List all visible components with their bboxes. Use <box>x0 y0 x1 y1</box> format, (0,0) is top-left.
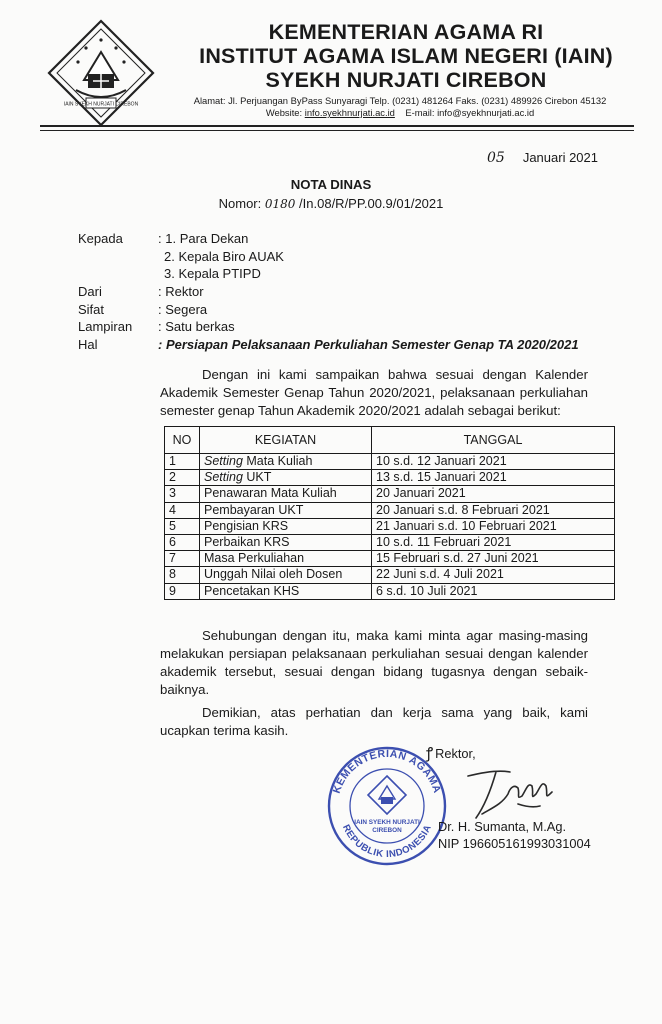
stamp-mid-text-1: IAIN SYEKH NURJATI <box>354 819 420 826</box>
row-tanggal: 15 Februari s.d. 27 Juni 2021 <box>372 551 615 567</box>
row-kegiatan-text: Pencetakan KHS <box>204 583 300 598</box>
row-no: 1 <box>165 454 200 470</box>
row-tanggal: 20 Januari s.d. 8 Februari 2021 <box>372 502 615 518</box>
row-kegiatan <box>200 454 372 470</box>
row-no: 5 <box>165 518 200 534</box>
memo-number <box>0 196 662 211</box>
official-stamp <box>324 744 450 866</box>
dari-value: Rektor <box>165 284 204 299</box>
kepada-item: 2. Kepala Biro AUAK <box>164 249 284 264</box>
signatory-nip: NIP 196605161993031004 <box>438 836 591 851</box>
row-tanggal: 21 Januari s.d. 10 Februari 2021 <box>372 518 615 534</box>
row-kegiatan-text: Masa Perkuliahan <box>204 551 305 566</box>
row-no: 4 <box>165 502 200 518</box>
col-kegiatan-header: KEGIATAN <box>200 427 372 454</box>
website-link[interactable]: info.syekhnurjati.ac.id <box>304 107 395 118</box>
date-month-year: Januari 2021 <box>522 150 598 165</box>
stamp-bottom-text: REPUBLIK INDONESIA <box>340 822 434 861</box>
row-kegiatan <box>200 583 372 599</box>
stamp-mid-text-2: CIREBON <box>372 827 402 834</box>
row-no: 3 <box>165 486 200 502</box>
email-label: E-mail: <box>405 107 435 118</box>
schedule-table <box>164 426 615 600</box>
row-kegiatan-text: UKT <box>242 470 272 485</box>
table-row <box>165 534 615 550</box>
table-row <box>165 486 615 502</box>
memo-number-rest: /In.08/R/PP.00.9/01/2021 <box>299 196 444 211</box>
row-tanggal: 22 Juni s.d. 4 Juli 2021 <box>372 567 615 583</box>
memo-number-prefix: Nomor: <box>218 196 262 211</box>
row-kegiatan <box>200 518 372 534</box>
row-kegiatan-text: Pembayaran UKT <box>204 502 304 517</box>
row-tanggal: 10 s.d. 11 Februari 2021 <box>372 534 615 550</box>
row-tanggal: 6 s.d. 10 Juli 2021 <box>372 583 615 599</box>
row-tanggal: 20 Januari 2021 <box>372 486 615 502</box>
kepada-item: 1. Para Dekan <box>165 231 249 246</box>
website-label: Website: <box>265 107 303 118</box>
closing-paragraph: Sehubungan dengan itu, maka kami minta agar masing-masing melakukan persiapan pelaksanaan perkuliahan sesuai dengan kalender akademik tersebut, sesuai dengan bidang tugasnya dengan sebaik-baiknya. <box>160 628 588 697</box>
svg-text:KEMENTERIAN AGAMA <box>331 748 443 795</box>
thanks-paragraph: Demikian, atas perhatian dan kerja sama yang baik, kami ucapkan terima kasih. <box>160 705 588 738</box>
signatory-name: Dr. H. Sumanta, M.Ag. <box>438 819 567 834</box>
row-tanggal: 13 s.d. 15 Januari 2021 <box>372 470 615 486</box>
row-tanggal: 10 s.d. 12 Januari 2021 <box>372 454 615 470</box>
row-no: 7 <box>165 551 200 567</box>
row-no: 9 <box>165 583 200 599</box>
table-header-row <box>165 427 615 454</box>
row-kegiatan <box>200 502 372 518</box>
iain-logo <box>46 18 156 128</box>
row-no: 8 <box>165 567 200 583</box>
kepada-item: 3. Kepala PTIPD <box>164 266 261 281</box>
contact-line <box>160 107 640 119</box>
table-row <box>165 551 615 567</box>
lampiran-value: Satu berkas <box>165 319 235 334</box>
sifat-label: Sifat <box>78 302 105 317</box>
stamp-top-text: KEMENTERIAN AGAMA <box>330 747 444 795</box>
table-row <box>165 567 615 583</box>
ministry-name: KEMENTERIAN AGAMA RI <box>268 20 544 44</box>
col-tanggal-header: TANGGAL <box>372 427 615 454</box>
row-no: 6 <box>165 534 200 550</box>
kepada-label: Kepada <box>78 231 123 246</box>
email-link[interactable]: info@syekhnurjati.ac.id <box>437 107 535 118</box>
row-no: 2 <box>165 470 200 486</box>
row-kegiatan <box>200 534 372 550</box>
letter-date <box>487 150 598 166</box>
header-rule <box>40 125 634 127</box>
kepada-colon: : 1. Para Dekan <box>158 231 249 246</box>
hal-label: Hal <box>78 337 98 352</box>
intro-paragraph: Dengan ini kami sampaikan bahwa sesuai dengan Kalender Akademik Semester Genap Tahun 2020/2021, pelaksanaan perkuliahan semester genap Tahun Akademik 2020/2021 adalah sebagai berikut: <box>160 367 588 418</box>
row-kegiatan-text: Unggah Nilai oleh Dosen <box>204 567 343 582</box>
rektor-label: Rektor, <box>435 746 476 761</box>
dari-label: Dari <box>78 284 102 299</box>
row-kegiatan-italic: Setting <box>204 454 243 469</box>
row-kegiatan-text: Pengisian KRS <box>204 518 289 533</box>
institute-name: INSTITUT AGAMA ISLAM NEGERI (IAIN) <box>199 44 613 68</box>
table-row <box>165 502 615 518</box>
row-kegiatan-text: Perbaikan KRS <box>204 535 290 550</box>
signatory-title: ꝭ Rektor, <box>426 744 476 762</box>
address-line: Alamat: Jl. Perjuangan ByPass Sunyaragi Telp. (0231) 481264 Faks. (0231) 489926 Cirebon 45132 <box>193 95 607 106</box>
sifat-value: Segera <box>165 302 208 317</box>
row-kegiatan <box>200 486 372 502</box>
row-kegiatan <box>200 551 372 567</box>
row-kegiatan-text: Penawaran Mata Kuliah <box>204 486 337 501</box>
date-day-handwritten: 05 <box>487 150 505 166</box>
memo-title: NOTA DINAS <box>290 177 372 192</box>
row-kegiatan-italic: Setting <box>204 470 243 485</box>
logo-text: IAIN SYEKH NURJATI CIREBON <box>63 101 139 108</box>
table-row <box>165 518 615 534</box>
memo-number-handwritten: 0180 <box>264 197 296 211</box>
table-row <box>165 583 615 599</box>
lampiran-label: Lampiran <box>78 319 133 334</box>
table-row <box>165 454 615 470</box>
handwritten-signature <box>462 764 572 824</box>
row-kegiatan <box>200 470 372 486</box>
institute-location: SYEKH NURJATI CIREBON <box>265 68 547 92</box>
hal-value: Persiapan Pelaksanaan Perkuliahan Semester Genap TA 2020/2021 <box>165 337 579 352</box>
table-row <box>165 470 615 486</box>
header-rule-thin <box>40 130 634 131</box>
row-kegiatan <box>200 567 372 583</box>
row-kegiatan-text: Mata Kuliah <box>242 454 313 469</box>
col-no-header: NO <box>165 427 200 454</box>
